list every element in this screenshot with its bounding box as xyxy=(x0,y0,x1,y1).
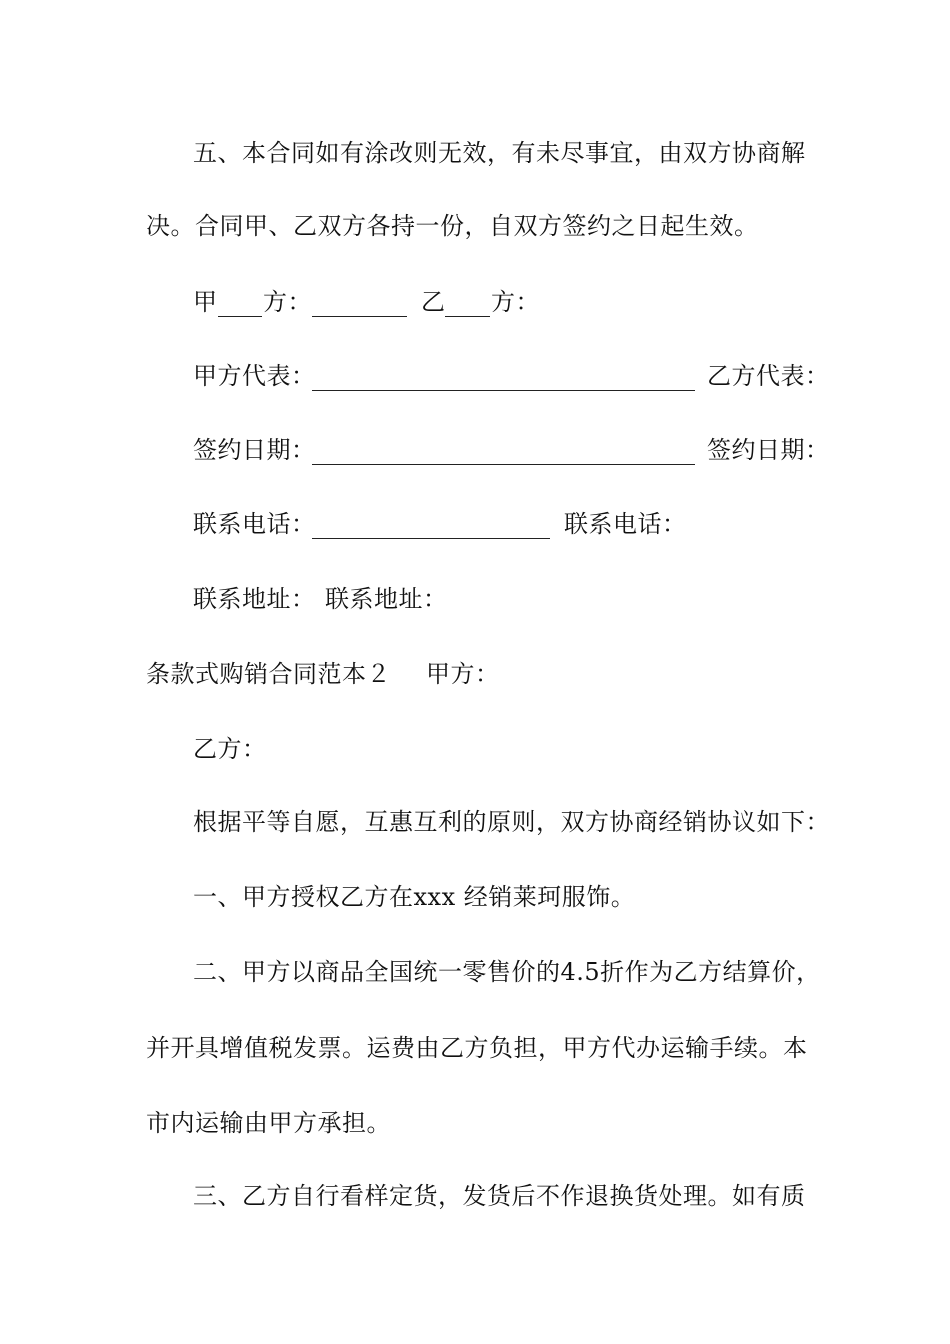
sample-2-title: 条款式购销合同范本２ xyxy=(146,660,391,688)
sample-2-heading-row xyxy=(146,654,846,694)
sample-2-party-b-label: 乙方： xyxy=(193,735,267,763)
party-a-rep-blank xyxy=(312,390,695,391)
party-a-date-label: 签约日期： xyxy=(193,436,316,464)
clause-3-line-1: 三、乙方自行看样定货，发货后不作退换货处理。如有质 xyxy=(193,1182,806,1210)
clause-2-line-1: 二、甲方以商品全国统一零售价的4.5折作为乙方结算价， xyxy=(193,958,821,986)
party-b-phone-label: 联系电话： xyxy=(564,510,687,538)
clause-2-line-3: 市内运输由甲方承担。 xyxy=(146,1109,391,1137)
party-b-label-start: 乙 xyxy=(421,288,446,316)
signing-date-row xyxy=(193,430,833,470)
party-b-label-end: 方： xyxy=(491,288,540,316)
clause-2-line-2: 并开具增值税发票。运费由乙方负担，甲方代办运输手续。本 xyxy=(146,1034,808,1062)
clause-5-line-2: 决。合同甲、乙双方各持一份，自双方签约之日起生效。 xyxy=(146,212,759,240)
phone-row xyxy=(193,504,833,544)
party-a-label-start: 甲 xyxy=(193,288,218,316)
party-a-label-end: 方： xyxy=(263,288,312,316)
clause-1: 一、甲方授权乙方在xxx 经销莱珂服饰。 xyxy=(193,883,636,911)
party-a-date-blank xyxy=(312,464,695,465)
party-a-phone-blank xyxy=(312,538,550,539)
party-signature-row xyxy=(193,282,833,322)
party-b-date-label: 签约日期： xyxy=(707,436,830,464)
party-b-rep-label: 乙方代表： xyxy=(707,362,830,390)
agreement-intro: 根据平等自愿，互惠互利的原则，双方协商经销协议如下： xyxy=(193,808,830,836)
party-b-address-label: 联系地址： xyxy=(325,585,448,613)
party-a-phone-label: 联系电话： xyxy=(193,510,316,538)
party-a-rep-label: 甲方代表： xyxy=(193,362,316,390)
party-b-name-blank xyxy=(445,316,490,317)
party-a-value-blank xyxy=(312,316,407,317)
sample-2-party-a-label: 甲方： xyxy=(426,660,500,688)
party-a-name-blank xyxy=(218,316,262,317)
clause-5-line-1: 五、本合同如有涂改则无效，有未尽事宜，由双方协商解 xyxy=(193,139,806,167)
address-row xyxy=(193,579,833,619)
party-a-address-label: 联系地址： xyxy=(193,585,316,613)
representative-row xyxy=(193,356,833,396)
